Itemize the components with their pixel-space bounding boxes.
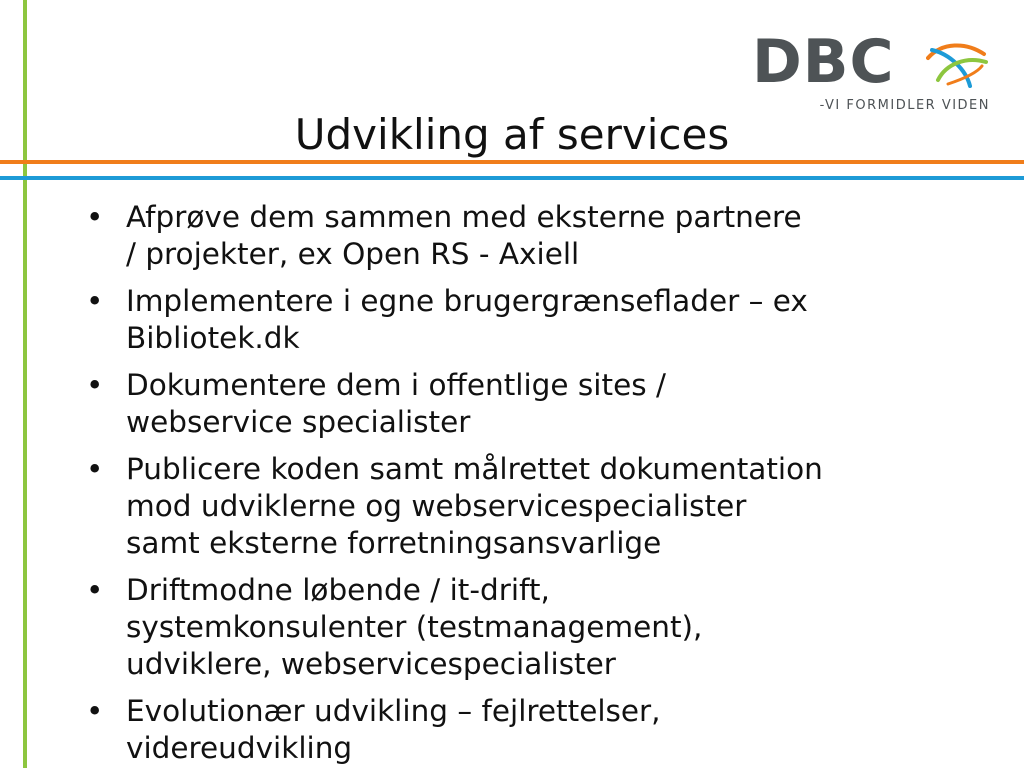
bullet-item [86, 693, 966, 767]
blue-horizontal-rule [0, 176, 1024, 180]
logo-wordmark: DBC [752, 27, 895, 97]
bullet-item [86, 283, 966, 357]
bullet-text-line: Bibliotek.dk [126, 321, 300, 355]
bullet-dot-icon: • [86, 573, 104, 607]
bullet-text-line: udviklere, webservicespecialister [126, 647, 616, 681]
bullet-text-line: Implementere i egne brugergrænseflader – ex [126, 284, 808, 318]
logo-tagline: -VI FORMIDLER VIDEN [819, 98, 990, 113]
bullet-text-line: mod udviklerne og webservicespecialister [126, 489, 747, 523]
bullet-item [86, 572, 966, 683]
bullet-item [86, 451, 966, 562]
bullet-text-line: videreudvikling [126, 731, 353, 765]
bullet-item [86, 199, 966, 273]
bullet-dot-icon: • [86, 694, 104, 728]
bullet-text-line: Driftmodne løbende / it-drift, [126, 573, 550, 607]
bullet-text-line: webservice specialister [126, 405, 471, 439]
bullet-text-line: / projekter, ex Open RS - Axiell [126, 237, 580, 271]
bullet-text-line: Afprøve dem sammen med eksterne partnere [126, 200, 802, 234]
bullet-item [86, 367, 966, 441]
bullet-text-line: Publicere koden samt målrettet dokumentation [126, 452, 823, 486]
bullet-list [86, 199, 966, 777]
bullet-dot-icon: • [86, 452, 104, 486]
dbc-logo [752, 27, 992, 116]
orange-horizontal-rule [0, 160, 1024, 164]
bullet-text-line: systemkonsulenter (testmanagement), [126, 610, 703, 644]
bullet-dot-icon: • [86, 200, 104, 234]
dbc-emblem-icon [926, 40, 988, 88]
slide-title: Udvikling af services [294, 110, 730, 159]
bullet-dot-icon: • [86, 284, 104, 318]
bullet-text-line: Dokumentere dem i offentlige sites / [126, 368, 666, 402]
bullet-text-line: Evolutionær udvikling – fejlrettelser, [126, 694, 661, 728]
bullet-dot-icon: • [86, 368, 104, 402]
bullet-text-line: samt eksterne forretningsansvarlige [126, 526, 662, 560]
